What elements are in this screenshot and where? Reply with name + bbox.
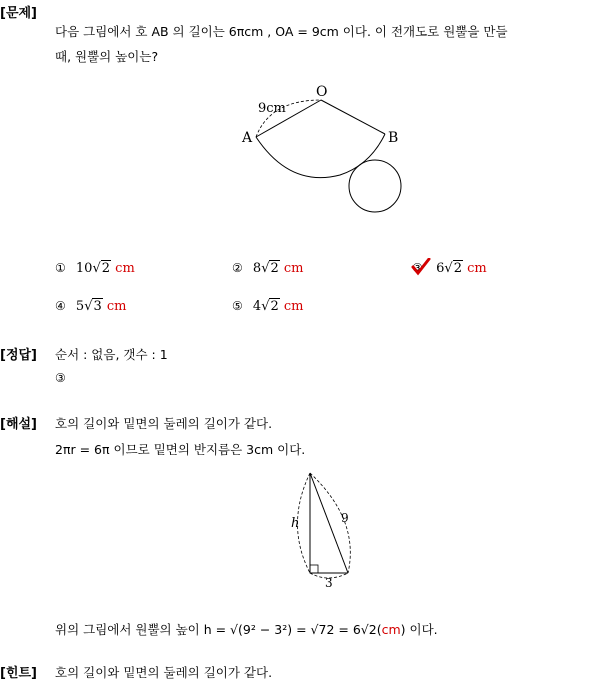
choice-marker: ① [55, 261, 66, 275]
sqrt-symbol: √2 [261, 299, 279, 314]
solution-final-pre: 위의 그림에서 원뿔의 높이 h = √(9² − 3²) = √72 = 6√2( [55, 622, 382, 637]
solution-final-unit: cm [381, 622, 401, 637]
choice-unit: cm [115, 261, 135, 276]
solution-line2: 2πr = 6π 이므로 밑면의 반지름은 3cm 이다. [55, 442, 306, 457]
sector-figure [230, 80, 420, 220]
checkmark-icon [411, 258, 431, 276]
sqrt-symbol: √2 [92, 261, 111, 276]
choice-coef: 10 [75, 261, 93, 276]
choice-coef: 5 [75, 299, 85, 314]
choice-radicand: 2 [270, 299, 279, 314]
base-circle [349, 160, 401, 212]
radius-ob [321, 100, 385, 134]
choice-unit: cm [467, 261, 487, 276]
problem-text-line1-content: 다음 그림에서 호 AB 의 길이는 6πcm , OA = 9cm 이다. 이 전개도로 원뿔을 만들 [55, 24, 508, 39]
choice-marker: ③ [412, 261, 423, 275]
label-slant: 9 [341, 511, 349, 525]
cone-section-figure [280, 465, 360, 590]
left-dashed-curve [298, 473, 311, 573]
choice-1[interactable] [55, 261, 135, 276]
label-a: A [242, 130, 253, 146]
sqrt-symbol: √3 [84, 299, 102, 314]
label-b: B [388, 130, 399, 146]
answer-meta: 순서 : 없음, 갯수 : 1 [55, 347, 168, 362]
choice-coef: 6 [436, 261, 445, 276]
choice-coef: 8 [252, 261, 262, 276]
choice-5[interactable] [232, 299, 304, 314]
choice-radicand: 2 [101, 261, 111, 276]
choice-3[interactable] [412, 261, 487, 276]
arc-ab [256, 134, 385, 178]
label-radius: 9cm [258, 101, 286, 116]
choice-radicand: 2 [270, 261, 279, 276]
choice-marker: ④ [55, 299, 66, 313]
right-angle-marker [310, 565, 318, 573]
label-base: 3 [325, 576, 333, 590]
choice-unit: cm [283, 299, 304, 314]
solution-line1: 호의 길이와 밑면의 둘레의 길이가 같다. [55, 416, 273, 431]
choice-radicand: 3 [93, 299, 102, 314]
choice-radicand: 2 [453, 261, 462, 276]
label-h: h [291, 516, 300, 531]
answer-label: [정답] [0, 348, 37, 363]
sqrt-symbol: √2 [444, 261, 462, 276]
choice-unit: cm [106, 299, 127, 314]
answer-value: ③ [55, 371, 66, 385]
choice-coef: 4 [252, 299, 262, 314]
solution-final [55, 620, 438, 638]
choice-unit: cm [283, 261, 304, 276]
problem-text-line1 [55, 22, 508, 40]
sqrt-symbol: √2 [261, 261, 279, 276]
hint-label: [힌트] [0, 666, 37, 681]
choice-4[interactable] [55, 299, 127, 314]
hint-text: 호의 길이와 밑면의 둘레의 길이가 같다. [55, 665, 273, 680]
choice-marker: ② [232, 261, 243, 275]
choice-marker-wrap [412, 261, 426, 276]
problem-text-line2: 때, 원뿔의 높이는? [55, 49, 159, 64]
label-o: O [316, 84, 328, 100]
problem-label: [문제] [0, 6, 37, 21]
choice-2[interactable] [232, 261, 304, 276]
choice-marker: ⑤ [232, 299, 243, 313]
solution-final-post: ) 이다. [400, 622, 438, 637]
solution-label: [해설] [0, 417, 37, 432]
